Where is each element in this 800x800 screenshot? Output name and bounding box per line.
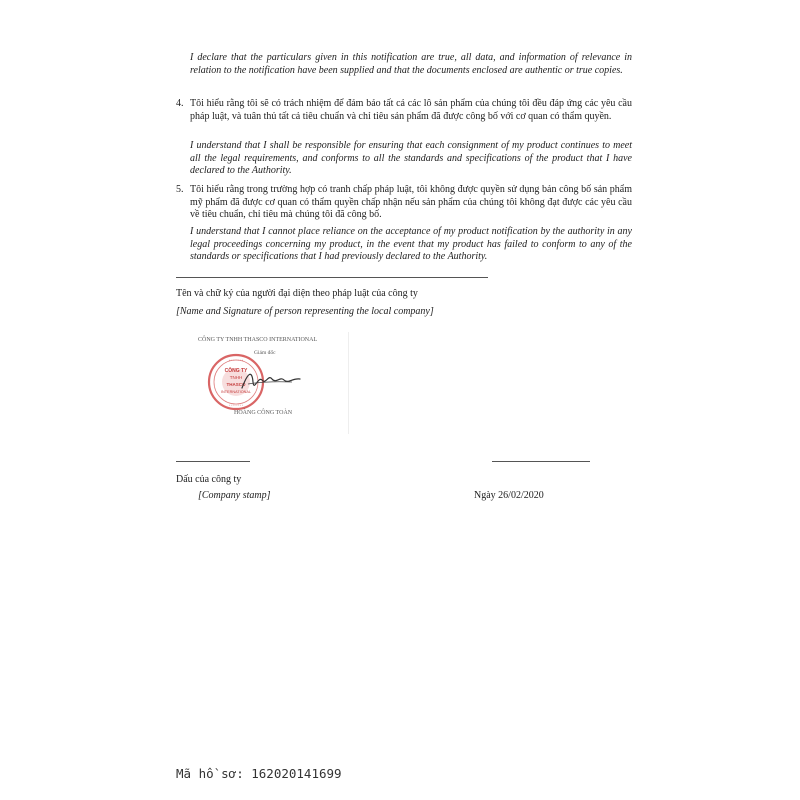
signature-label-en: [Name and Signature of person representing the local company] [176, 306, 434, 317]
item-5-number: 5. [176, 184, 184, 195]
item-4-number: 4. [176, 98, 184, 109]
company-seal-image [196, 332, 349, 434]
company-stamp-label-en: [Company stamp] [198, 490, 271, 501]
seal-signer-name: HOÀNG CÔNG TOÀN [234, 410, 293, 416]
company-stamp-label-vi: Dấu của công ty [176, 474, 242, 485]
item-4-english: I understand that I shall be responsible for ensuring that each consignment of my product continues to meet all the legal requirements, and conforms to all the standards and specifications of the product that I have declared to the Authority. [190, 140, 632, 176]
seal-circle [209, 355, 263, 409]
svg-text:TNHH: TNHH [229, 375, 243, 380]
svg-text:• • • • • • • •: • • • • • • • • [228, 403, 244, 407]
svg-text:THASCO: THASCO [226, 382, 246, 387]
svg-text:• • • • • • • •: • • • • • • • • [228, 358, 244, 362]
date-text: Ngày 26/02/2020 [474, 490, 544, 501]
date-line [492, 461, 590, 462]
file-code: Mã hồ sơ: 162020141699 [176, 766, 342, 781]
handwritten-signature [242, 374, 300, 388]
signature-label-vi: Tên và chữ ký của người đại diện theo pháp luật của công ty [176, 288, 418, 299]
item-5-vietnamese: Tôi hiểu rằng trong trường hợp có tranh chấp pháp luật, tôi không được quyền sử dụng bản công bố sản phẩm mỹ phẩm đã được cơ quan có thẩm quyền chấp nhận nếu sản phẩm của chúng tôi không đạt được các yêu cầu về tiêu chuẩn, chỉ tiêu mà chúng tôi đã công bố. [190, 184, 632, 220]
svg-text:INTERNATIONAL: INTERNATIONAL [220, 390, 252, 394]
seal-title: Giám đốc [254, 350, 276, 356]
item-4-vietnamese: Tôi hiểu rằng tôi sẽ có trách nhiệm để đảm bảo tất cả các lô sản phẩm của chúng tôi đều đáp ứng các yêu cầu pháp luật, và tuân thủ tất cả tiêu chuẩn và chỉ tiêu sản phẩm đã được công bố với cơ quan có thẩm quyền. [190, 98, 632, 122]
seal-company-name: CÔNG TY TNHH THASCO INTERNATIONAL [198, 337, 318, 343]
declaration-paragraph-en: I declare that the particulars given in this notification are true, all data, and information of relevance in relation to the notification have been supplied and that the documents enclosed are authentic or true copies. [190, 52, 632, 76]
signature-line [176, 277, 488, 278]
item-5-english: I understand that I cannot place reliance on the acceptance of my product notification by the authority in any legal proceedings concerning my product, in the event that my product has failed to conform to any of the standards or specifications that I had previously declared to the Authority. [190, 226, 632, 262]
svg-text:CÔNG TY: CÔNG TY [224, 368, 248, 374]
seal-signature-svg [196, 332, 348, 434]
company-stamp-line [176, 461, 250, 462]
